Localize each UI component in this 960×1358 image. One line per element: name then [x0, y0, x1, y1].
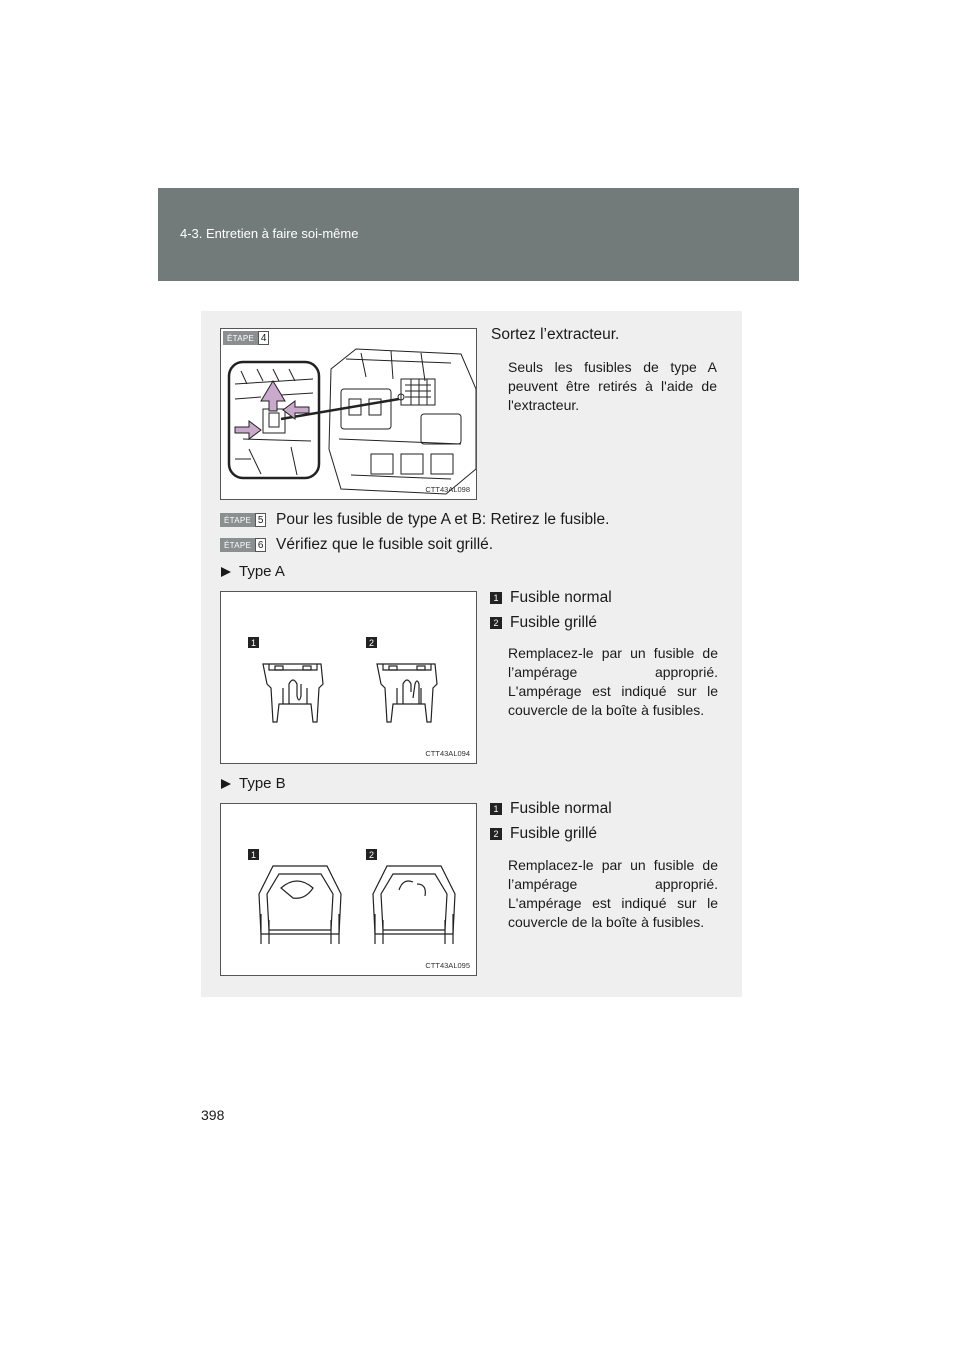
type-a-fuses-illustration — [221, 592, 476, 763]
type-a-note: Remplacez-le par un fusible de l’ampérage approprié. L'ampérage est indiqué sur le couvercle de la boîte à fusibles. — [508, 645, 718, 718]
number-1-icon: 1 — [490, 592, 502, 604]
callout-2: 2 — [366, 849, 377, 860]
figure-code: CTT43AL095 — [425, 961, 470, 970]
section-title: 4-3. Entretien à faire soi-même — [180, 226, 359, 241]
item-text: Fusible normal — [510, 589, 612, 606]
type-b-note: Remplacez-le par un fusible de l’ampérage approprié. L'ampérage est indiqué sur le couvercle de la boîte à fusibles. — [508, 857, 718, 930]
step-number: 5 — [255, 513, 266, 527]
item-text: Fusible normal — [510, 800, 612, 817]
type-b-fuses-illustration — [221, 804, 476, 975]
number-2-icon: 2 — [490, 617, 502, 629]
callout-1: 1 — [248, 849, 259, 860]
figure-code: CTT43AL098 — [425, 485, 470, 494]
type-a-item-1 — [490, 589, 612, 607]
figure-type-b-fuses — [220, 803, 477, 976]
callout-2: 2 — [366, 637, 377, 648]
figure-type-a-fuses — [220, 591, 477, 764]
step-6-badge — [220, 538, 266, 552]
figure-fuse-box — [220, 328, 477, 500]
step-5-badge — [220, 513, 266, 527]
step-5-text: Pour les fusible de type A et B: Retirez le fusible. — [276, 511, 610, 528]
item-text: Fusible grillé — [510, 825, 598, 842]
step-label: ÉTAPE — [220, 513, 255, 527]
figure-code: CTT43AL094 — [425, 749, 470, 758]
page-number: 398 — [201, 1107, 225, 1123]
step-number: 6 — [255, 538, 266, 552]
type-a-label: Type A — [239, 563, 285, 580]
number-2-icon: 2 — [490, 828, 502, 840]
step-label: ÉTAPE — [220, 538, 255, 552]
step-4-badge — [223, 331, 269, 345]
type-a-item-2 — [490, 614, 597, 632]
triangle-bullet-icon — [221, 567, 231, 577]
fuse-box-illustration — [221, 329, 476, 499]
type-b-item-1 — [490, 800, 612, 818]
type-a-heading — [221, 563, 285, 580]
type-b-item-2 — [490, 825, 597, 843]
item-text: Fusible grillé — [510, 614, 598, 631]
number-1-icon: 1 — [490, 803, 502, 815]
type-b-heading — [221, 775, 286, 792]
step-6-text: Vérifiez que le fusible soit grillé. — [276, 536, 494, 553]
content-panel — [201, 311, 742, 997]
step-label: ÉTAPE — [223, 331, 258, 345]
triangle-bullet-icon — [221, 779, 231, 789]
step-number: 4 — [258, 331, 269, 345]
step-4-note: Seuls les fusibles de type A peuvent être retirés à l'aide de l'extracteur. — [508, 359, 717, 413]
step-4-text: Sortez l’extracteur. — [491, 326, 620, 343]
type-b-label: Type B — [239, 775, 286, 792]
section-header — [158, 188, 799, 281]
callout-1: 1 — [248, 637, 259, 648]
